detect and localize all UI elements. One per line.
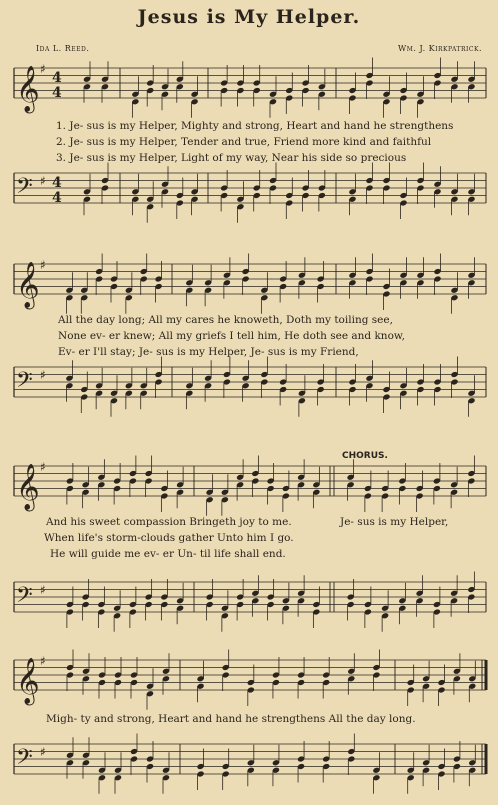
composer-credit: Wm. J. Kirkpatrick. xyxy=(398,44,482,53)
system-1-bass-staff xyxy=(0,163,498,223)
system-3-verse-1: And his sweet compassion Bringeth joy to me. xyxy=(46,516,292,528)
system-3-treble-staff xyxy=(0,456,498,516)
sharp-key-icon: ♯ xyxy=(40,368,46,382)
sharp-key-icon: ♯ xyxy=(40,460,46,474)
time-signature-digit: 4 xyxy=(52,85,62,101)
sharp-key-icon: ♯ xyxy=(40,654,46,668)
system-2-bass-staff xyxy=(0,357,498,417)
lyricist-credit: Ida L. Reed. xyxy=(36,44,90,53)
bass-clef-icon: 𝄢 xyxy=(16,368,33,398)
system-3-verse-3: He will guide me ev- er Un- til life shall end. xyxy=(50,548,286,560)
time-signature-digit: 4 xyxy=(52,70,62,86)
system-3-bass-staff xyxy=(0,572,498,632)
system-1-treble-staff xyxy=(0,58,498,118)
system-2-treble-staff xyxy=(0,254,498,314)
bass-clef-icon: 𝄢 xyxy=(16,174,33,204)
system-2-verse-1: All the day long; All my cares he knoweth, Doth my toiling see, xyxy=(58,314,393,326)
treble-clef-icon: 𝄞 xyxy=(16,262,40,308)
sharp-key-icon: ♯ xyxy=(40,258,46,272)
time-signature-digit: 4 xyxy=(52,175,62,191)
system-4-bass-staff xyxy=(0,734,498,794)
chorus-label: CHORUS. xyxy=(342,451,388,461)
hymn-title: Jesus is My Helper. xyxy=(137,6,361,28)
treble-clef-icon: 𝄞 xyxy=(16,464,40,510)
sharp-key-icon: ♯ xyxy=(40,745,46,759)
sharp-key-icon: ♯ xyxy=(40,583,46,597)
system-1-verse-3: 3. Je- sus is my Helper, Light of my way, Near his side so precious xyxy=(56,152,407,164)
bass-clef-icon: 𝄢 xyxy=(16,745,33,775)
system-1-verse-1: 1. Je- sus is my Helper, Mighty and strong, Heart and hand he strengthens xyxy=(56,120,454,132)
chorus-lyric: Je- sus is my Helper, xyxy=(340,516,449,528)
treble-clef-icon: 𝄞 xyxy=(16,66,40,112)
treble-clef-icon: 𝄞 xyxy=(16,658,40,704)
bass-clef-icon: 𝄢 xyxy=(16,583,33,613)
sharp-key-icon: ♯ xyxy=(40,62,46,76)
system-4-treble-staff xyxy=(0,650,498,710)
system-1-verse-2: 2. Je- sus is my Helper, Tender and true, Friend more kind and faithful xyxy=(56,136,432,148)
time-signature-digit: 4 xyxy=(52,190,62,206)
system-2-verse-3: Ev- er I'll stay; Je- sus is my Helper, Je- sus is my Friend, xyxy=(58,346,359,358)
system-2-verse-2: None ev- er knew; All my griefs I tell him, He doth see and know, xyxy=(58,330,405,342)
sharp-key-icon: ♯ xyxy=(40,174,46,188)
system-4-chorus-lyric: Migh- ty and strong, Heart and hand he strengthens All the day long. xyxy=(46,713,416,725)
system-3-verse-2: When life's storm-clouds gather Unto him I go. xyxy=(44,532,294,544)
